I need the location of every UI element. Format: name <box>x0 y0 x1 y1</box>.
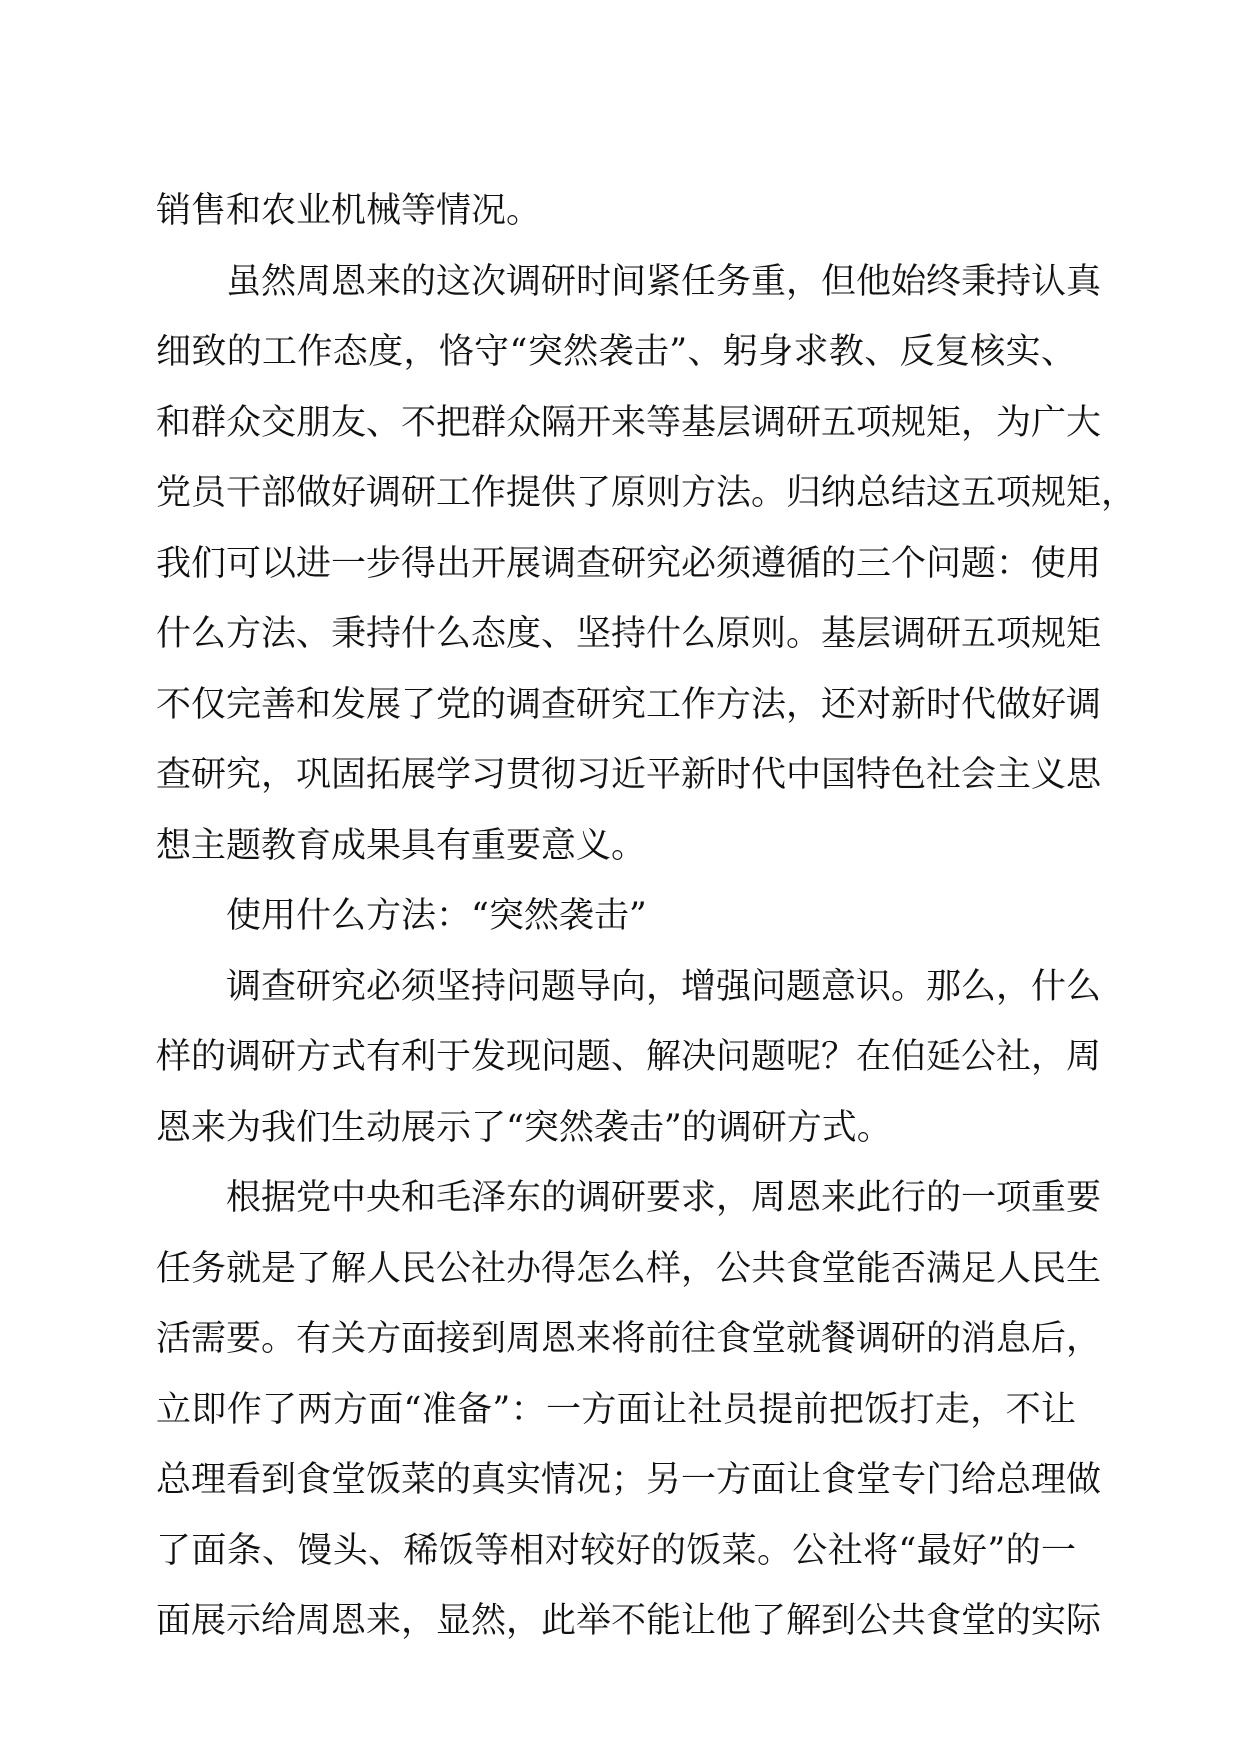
text-line: 细致的工作态度，恪守“突然袭击”、躬身求教、反复核实、 <box>156 332 1076 372</box>
text-line: 了面条、馒头、稀饭等相对较好的饭菜。公社将“最好”的一 <box>156 1530 1076 1571</box>
text-line: 什么方法、秉持什么态度、坚持什么原则。基层调研五项规矩 <box>156 614 1102 654</box>
text-line: 销售和农业机械等情况。 <box>156 191 542 231</box>
text-line: 面展示给周恩来，显然，此举不能让他了解到公共食堂的实际 <box>156 1601 1102 1641</box>
paragraph-first-line: 根据党中央和毛泽东的调研要求，周恩来此行的一项重要 <box>226 1178 1102 1218</box>
text-line: 不仅完善和发展了党的调查研究工作方法，还对新时代做好调 <box>156 684 1102 725</box>
text-line: 总理看到食堂饭菜的真实情况；另一方面让食堂专门给总理做 <box>156 1460 1102 1500</box>
paragraph-first-line: 调查研究必须坚持问题导向，增强问题意识。那么，什么 <box>226 966 1102 1007</box>
text-line: 查研究，巩固拓展学习贯彻习近平新时代中国特色社会主义思 <box>156 755 1102 795</box>
text-line: 和群众交朋友、不把群众隔开来等基层调研五项规矩，为广大 <box>156 402 1102 443</box>
text-line: 立即作了两方面“准备”：一方面让社员提前把饭打走，不让 <box>156 1389 1076 1430</box>
text-line: 恩来为我们生动展示了“突然袭击”的调研方式。 <box>156 1107 892 1148</box>
text-line: 活需要。有关方面接到周恩来将前往食堂就餐调研的消息后， <box>156 1319 1102 1359</box>
text-line: 任务就是了解人民公社办得怎么样，公共食堂能否满足人民生 <box>156 1248 1102 1289</box>
text-line: 我们可以进一步得出开展调查研究必须遵循的三个问题：使用 <box>156 543 1102 584</box>
body-text <box>156 176 1137 1657</box>
text-line: 想主题教育成果具有重要意义。 <box>156 825 647 866</box>
text-line: 党员干部做好调研工作提供了原则方法。归纳总结这五项规矩， <box>156 473 1137 513</box>
paragraph-first-line: 使用什么方法：“突然袭击” <box>226 896 647 936</box>
paragraph-first-line: 虽然周恩来的这次调研时间紧任务重，但他始终秉持认真 <box>226 261 1102 302</box>
text-line: 样的调研方式有利于发现问题、解决问题呢？在伯延公社，周 <box>156 1037 1102 1077</box>
